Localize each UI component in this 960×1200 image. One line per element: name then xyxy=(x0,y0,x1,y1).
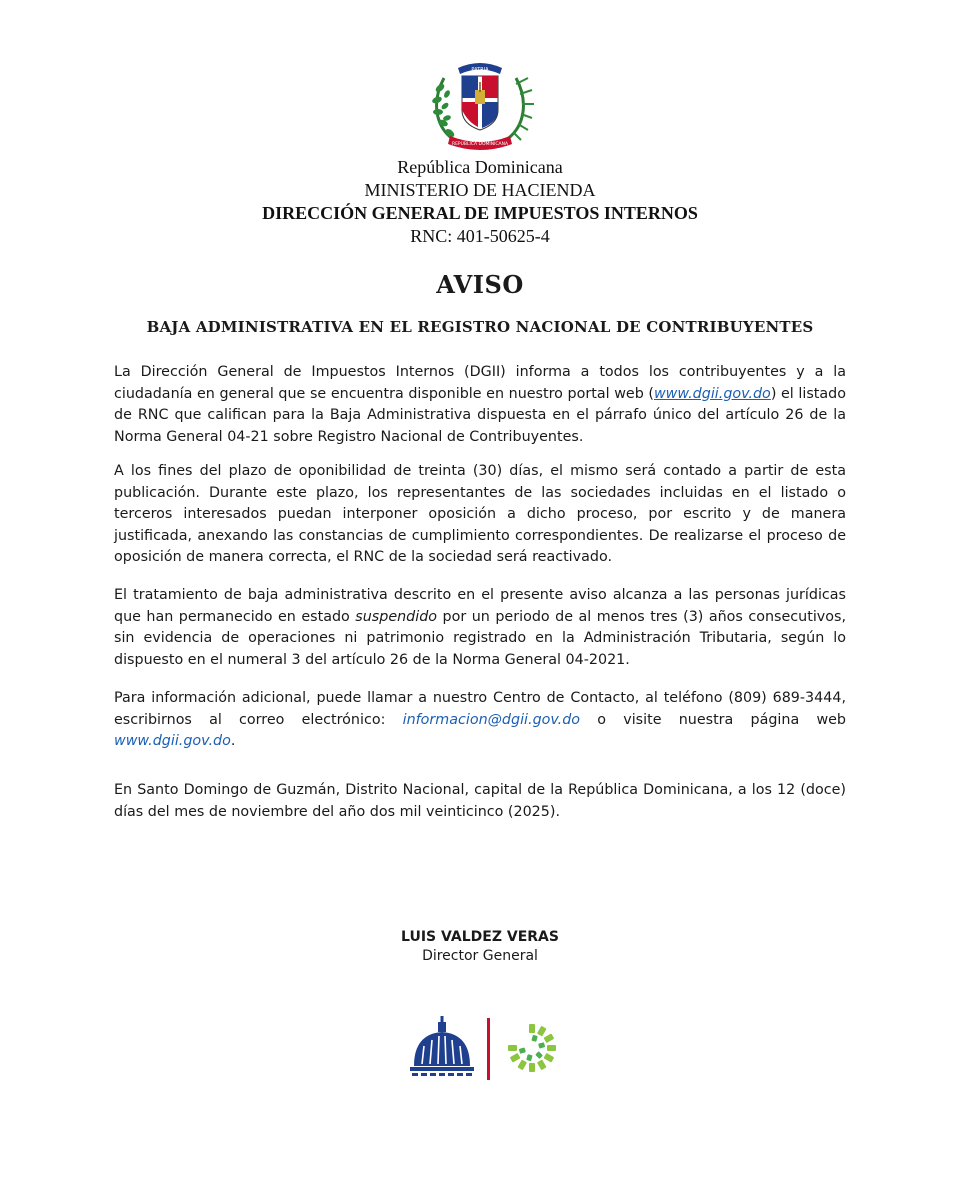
portal-link[interactable]: www.dgii.gov.do xyxy=(653,385,771,402)
paragraph-3-text-a: El tratamiento de baja administrativa descrito en el presente aviso alcanza a las personas jurídicas que han permanecido en estado xyxy=(114,587,846,625)
notice-subtitle: BAJA ADMINISTRATIVA EN EL REGISTRO NACIONAL DE CONTRIBUYENTES xyxy=(146,318,814,336)
paragraph-4-text-c: . xyxy=(230,733,236,749)
signatory-role: Director General xyxy=(422,948,538,964)
paragraph-3-text-b: por un periodo de al menos tres (3) años consecutivos, sin evidencia de operaciones ni patrimonio registrado en la Administración Tributaria, según lo dispuesto en el numeral 3 del artículo 26 de la Norma General 04-2021. xyxy=(114,608,846,668)
signature-block xyxy=(0,928,960,966)
paragraph-3 xyxy=(114,585,846,671)
paragraph-1-text-a: La Dirección General de Impuestos Internos (DGII) informa a todos los contribuyentes y a la ciudadanía en general que se encuentra disponible en nuestro portal web ( xyxy=(114,364,846,402)
paragraph-1 xyxy=(114,362,846,448)
signatory-name: LUIS VALDEZ VERAS xyxy=(401,929,559,945)
country-name: República Dominicana xyxy=(397,157,563,177)
document-header xyxy=(0,156,960,248)
coat-of-arms-icon xyxy=(424,48,536,158)
seal-motto: PATRIA xyxy=(471,67,489,73)
seal-country: REPÚBLICA DOMINICANA xyxy=(451,142,509,147)
email-link[interactable]: informacion@dgii.gov.do xyxy=(402,711,581,728)
dgii-logo-icon xyxy=(508,1024,556,1072)
suspended-term: suspendido xyxy=(355,608,438,625)
notice-title: AVISO xyxy=(436,270,524,299)
government-dome-icon xyxy=(410,1016,474,1076)
paragraph-4-text-b: o visite nuestra página web xyxy=(580,711,847,728)
logo-divider xyxy=(487,1018,490,1080)
rnc-number: RNC: 401-50625-4 xyxy=(410,226,550,246)
footer-logos xyxy=(408,1014,568,1084)
paragraph-1-text-b: ) el listado de RNC que califican para la Baja Administrativa dispuesta en el párrafo único del artículo 26 de la Norma General 04-21 sobre Registro Nacional de Contribuyentes. xyxy=(114,385,846,445)
paragraph-4-text-a: Para información adicional, puede llamar a nuestro Centro de Contacto, al teléfono (809) 689-3444, escribirnos al correo electrónico: xyxy=(114,690,846,728)
agency-name: DIRECCIÓN GENERAL DE IMPUESTOS INTERNOS xyxy=(262,203,698,223)
website-link[interactable]: www.dgii.gov.do xyxy=(114,733,231,749)
paragraph-4 xyxy=(114,688,846,753)
paragraph-2: A los fines del plazo de oponibilidad de treinta (30) días, el mismo será contado a partir de esta publicación. Durante este plazo, los representantes de las sociedades incluidas en el listado o terceros interesados puedan interponer oposición a dicho proceso, por escrito y de manera justificada, anexando las constancias de cumplimiento correspondientes. De realizarse el proceso de oposición de manera correcta, el RNC de la sociedad será reactivado. xyxy=(114,463,846,565)
ministry-name: MINISTERIO DE HACIENDA xyxy=(364,180,596,200)
paragraph-5: En Santo Domingo de Guzmán, Distrito Nacional, capital de la República Dominicana, a los 12 (doce) días del mes de noviembre del año dos mil veinticinco (2025). xyxy=(114,782,846,820)
